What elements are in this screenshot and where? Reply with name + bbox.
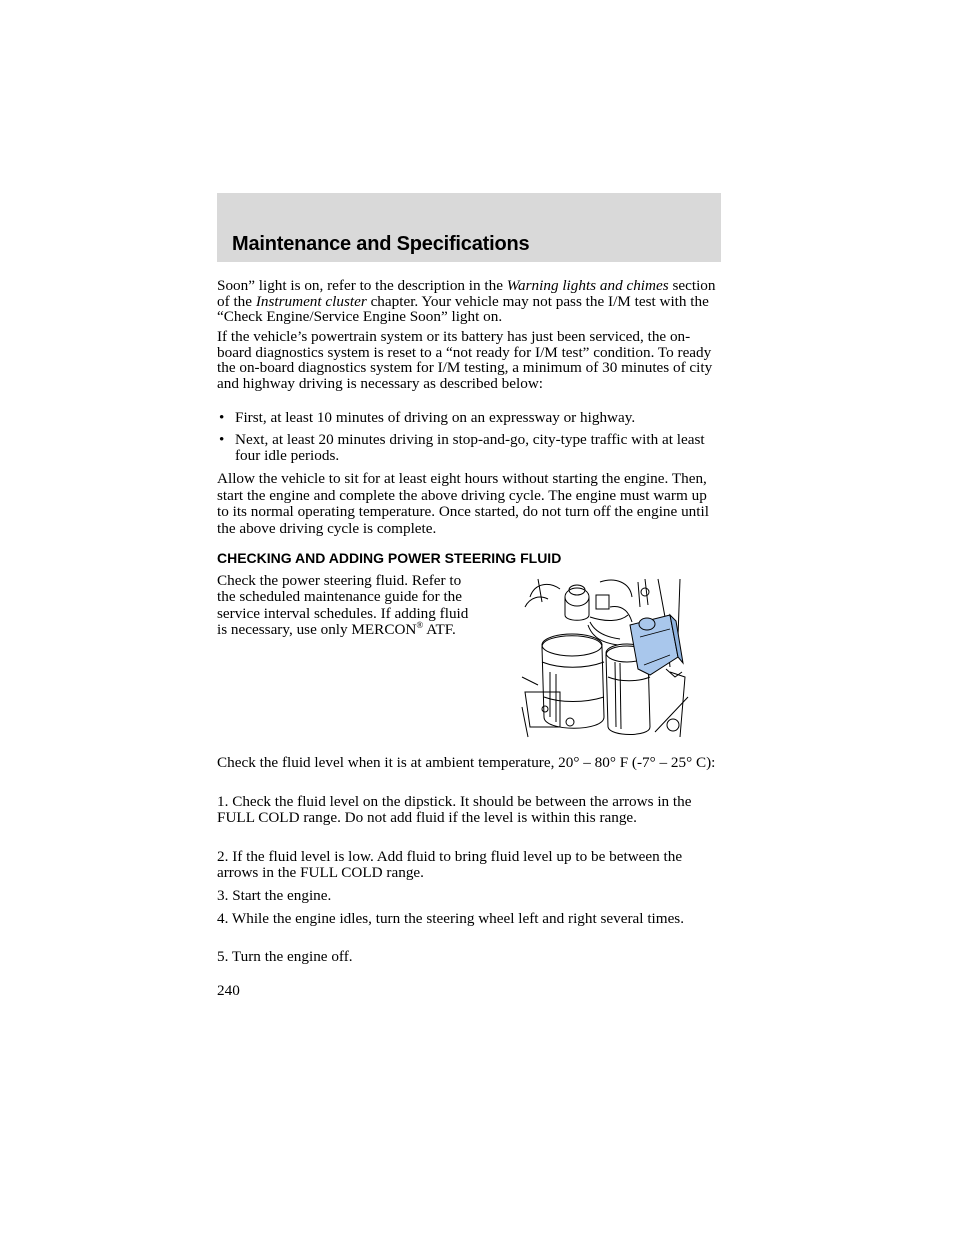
paragraph-ambient-temp xyxy=(217,755,721,771)
para1-text-b: section of the xyxy=(217,277,716,310)
step-text: 4. While the engine idles, turn the steering wheel left and right several times. xyxy=(217,910,685,927)
para3-text: Allow the vehicle to sit for at least eight hours without starting the engine. Then, start the engine and complete the above driving cycle. The engine must warm up to its normal operating temperature. Once started, do not turn off the engine until the above driving cycle is complete. xyxy=(217,470,709,537)
step-1 xyxy=(217,794,721,827)
paragraph-obd-reset xyxy=(217,329,721,391)
paragraph-driving-cycle xyxy=(217,471,721,537)
bullet-text: Next, at least 20 minutes driving in stop-and-go, city-type traffic with at least four idle periods. xyxy=(235,430,705,464)
warning-lights-ref: Warning lights and chimes xyxy=(506,277,669,294)
registered-mark: ® xyxy=(416,620,424,631)
para2-text: If the vehicle’s powertrain system or its battery has just been serviced, the on-board diagnostics system is reset to a “not ready for I/M test” condition. To ready the on-board diagnostics system for I/M testing, a minimum of 30 minutes of city and highway driving is necessary as described below: xyxy=(217,328,713,392)
intro-text-a: Check the power steering fluid. Refer to the scheduled maintenance guide for the service interval schedules. If adding fluid is necessary, use only MERCON xyxy=(217,572,469,639)
page-title: Maintenance and Specifications xyxy=(232,233,530,255)
bullet-item xyxy=(217,432,721,465)
bullet-list xyxy=(217,410,721,465)
step-4 xyxy=(217,911,721,927)
intro-text-b: ATF. xyxy=(423,621,456,639)
para1-text-a: Soon” light is on, refer to the description in the xyxy=(217,277,507,294)
engine-bay-icon xyxy=(520,577,690,740)
para1-text-c: chapter. Your vehicle may not pass the I/M test with the “Check Engine/Service Engine Soon” light on. xyxy=(217,292,709,326)
step-text: 2. If the fluid level is low. Add fluid to bring fluid level up to be between the arrows in the FULL COLD range. xyxy=(217,848,683,882)
instrument-cluster-ref: Instrument cluster xyxy=(255,292,367,310)
step-text: 1. Check the fluid level on the dipstick. It should be between the arrows in the FULL COLD range. Do not add fluid if the level is within this range. xyxy=(217,793,692,827)
reservoir-icon xyxy=(630,615,683,677)
step-3 xyxy=(217,888,721,904)
page-number: 240 xyxy=(217,982,240,999)
step-2 xyxy=(217,849,721,882)
paragraph-check-fluid xyxy=(217,573,472,639)
bullet-dot-icon: • xyxy=(219,430,225,448)
bullet-item xyxy=(217,410,721,427)
section-heading: CHECKING AND ADDING POWER STEERING FLUID xyxy=(217,550,562,566)
power-steering-reservoir-illustration xyxy=(520,577,690,740)
step-5 xyxy=(217,949,721,965)
step-text: 3. Start the engine. xyxy=(217,887,332,904)
bullet-text: First, at least 10 minutes of driving on an expressway or highway. xyxy=(235,409,636,426)
bullet-dot-icon: • xyxy=(219,409,225,426)
step-text: 5. Turn the engine off. xyxy=(217,948,353,965)
paragraph-warning-lights xyxy=(217,278,721,325)
ambient-temp-text: Check the fluid level when it is at ambient temperature, 20° – 80° F (-7° – 25° C): xyxy=(217,754,716,771)
